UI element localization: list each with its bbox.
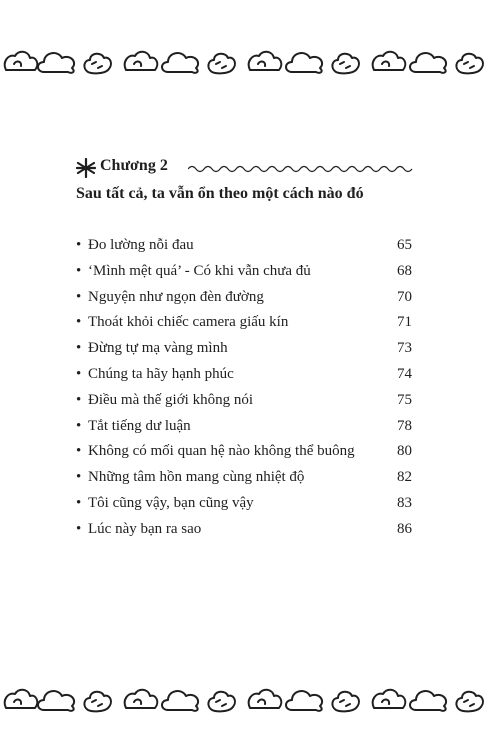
- bullet: •: [76, 391, 82, 408]
- toc-entry-title: Đo lường nỗi đau: [88, 237, 194, 253]
- cloud-icon: [38, 691, 74, 711]
- table-of-contents: [76, 234, 412, 544]
- cloud-icon: [410, 691, 446, 711]
- toc-entry-title: ‘Mình mệt quá’ - Có khi vẫn chưa đủ: [88, 262, 311, 279]
- curly-cloud-icon: [456, 692, 483, 712]
- bullet: •: [76, 262, 82, 279]
- bullet: •: [76, 288, 82, 305]
- swirl-cloud-icon: [5, 52, 38, 70]
- cloud-icon: [38, 53, 74, 73]
- toc-page-number: 73: [397, 340, 412, 357]
- swirl-cloud-icon: [373, 52, 406, 70]
- toc-entry[interactable]: [76, 492, 412, 518]
- swirl-cloud-icon: [125, 690, 158, 708]
- toc-entry[interactable]: [76, 260, 412, 286]
- curly-cloud-icon: [84, 54, 111, 74]
- toc-page-number: 86: [397, 520, 412, 537]
- toc-entry[interactable]: [76, 440, 412, 466]
- toc-entry-title: Chúng ta hãy hạnh phúc: [88, 365, 234, 382]
- chapter-label: Chương 2: [100, 157, 168, 174]
- curly-cloud-icon: [208, 692, 235, 712]
- toc-page-number: 75: [397, 391, 412, 408]
- toc-entry-title: Điều mà thế giới không nói: [88, 391, 253, 408]
- cloud-icon: [286, 53, 322, 73]
- toc-page-number: 74: [397, 365, 412, 382]
- bullet: •: [76, 417, 82, 434]
- toc-entry-title: Tôi cũng vậy, bạn cũng vậy: [88, 494, 254, 511]
- bullet: •: [76, 237, 82, 253]
- bullet: •: [76, 443, 82, 460]
- toc-entry[interactable]: [76, 234, 412, 260]
- bottom-cloud-border: [0, 680, 491, 720]
- toc-page-number: 78: [397, 417, 412, 434]
- bullet: •: [76, 520, 82, 537]
- cloud-icon: [286, 691, 322, 711]
- chapter-title: Sau tất cả, ta vẫn ổn theo một cách nào đó: [76, 185, 364, 202]
- swirl-cloud-icon: [249, 52, 282, 70]
- toc-entry-title: Đừng tự mạ vàng mình: [88, 340, 228, 357]
- toc-page-number: 68: [397, 262, 412, 279]
- curly-cloud-icon: [456, 54, 483, 74]
- bullet: •: [76, 314, 82, 331]
- toc-page-number: 80: [397, 443, 412, 460]
- toc-entry[interactable]: [76, 363, 412, 389]
- swirl-cloud-icon: [5, 690, 38, 708]
- toc-entry[interactable]: [76, 389, 412, 415]
- top-cloud-border: [0, 42, 491, 82]
- curly-cloud-icon: [84, 692, 111, 712]
- toc-entry[interactable]: [76, 286, 412, 312]
- swirl-cloud-icon: [249, 690, 282, 708]
- toc-page-number: 70: [397, 288, 412, 305]
- curly-cloud-icon: [332, 54, 359, 74]
- chapter-heading: [76, 156, 412, 182]
- swirl-cloud-icon: [373, 690, 406, 708]
- toc-page-number: 65: [397, 237, 412, 253]
- toc-entry[interactable]: [76, 337, 412, 363]
- cloud-icon: [162, 53, 198, 73]
- cloud-icon: [410, 53, 446, 73]
- bullet: •: [76, 469, 82, 486]
- toc-entry[interactable]: [76, 415, 412, 441]
- toc-entry-title: Lúc này bạn ra sao: [88, 520, 202, 537]
- toc-page-number: 71: [397, 314, 412, 331]
- asterisk-star-icon: [76, 158, 96, 178]
- toc-entry-title: Không có mối quan hệ nào không thể buông: [88, 443, 355, 460]
- toc-entry-title: Những tâm hồn mang cùng nhiệt độ: [88, 469, 305, 486]
- squiggle-divider: [188, 162, 414, 176]
- toc-page-number: 83: [397, 494, 412, 511]
- swirl-cloud-icon: [125, 52, 158, 70]
- curly-cloud-icon: [332, 692, 359, 712]
- bullet: •: [76, 340, 82, 357]
- toc-entry[interactable]: [76, 466, 412, 492]
- toc-entry-title: Thoát khỏi chiếc camera giấu kín: [88, 314, 289, 331]
- cloud-icon: [162, 691, 198, 711]
- toc-entry[interactable]: [76, 518, 412, 544]
- bullet: •: [76, 494, 82, 511]
- toc-entry-title: Nguyện như ngọn đèn đường: [88, 288, 264, 305]
- curly-cloud-icon: [208, 54, 235, 74]
- toc-page-number: 82: [397, 469, 412, 486]
- toc-entry-title: Tắt tiếng dư luận: [88, 417, 191, 434]
- toc-entry[interactable]: [76, 311, 412, 337]
- bullet: •: [76, 365, 82, 382]
